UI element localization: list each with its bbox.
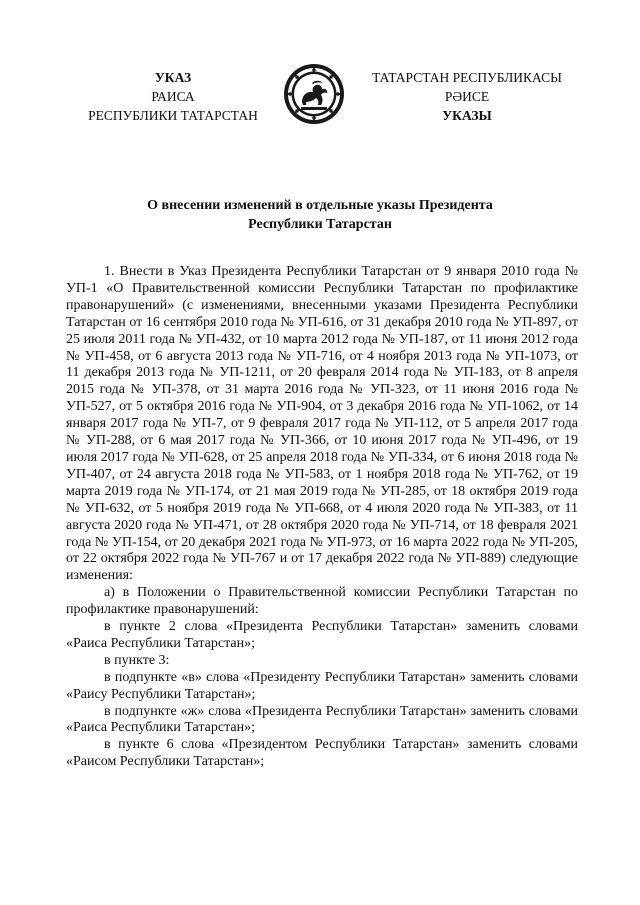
decree-author: РАИСА (151, 89, 195, 104)
decree-republic: РЕСПУБЛИКИ ТАТАРСТАН (88, 108, 258, 123)
decree-label-tatar: УКАЗЫ (442, 108, 492, 123)
paragraph-5: в подпункте «в» слова «Президенту Республики Татарстан» заменить словами «Раису Республики Татарстан»; (66, 669, 578, 702)
decree-label: УКАЗ (154, 70, 192, 85)
republic-tatar: ТАТАРСТАН РЕСПУБЛИКАСЫ (372, 70, 562, 85)
document-body (66, 264, 578, 771)
document-title (60, 196, 580, 234)
title-line-2: Республики Татарстан (248, 217, 392, 232)
header-right-block (352, 68, 582, 125)
paragraph-3: в пункте 2 слова «Президента Республики Татарстан» заменить словами «Раиса Республики Татарстан»; (66, 619, 578, 651)
paragraph-4: в пункте 3: (104, 652, 170, 668)
title-line-1: О внесении изменений в отдельные указы Президента (147, 198, 493, 213)
paragraph-7: в пункте 6 слова «Президентом Республики Татарстан» заменить словами «Раисом Республики Татарстан»; (66, 737, 578, 770)
paragraph-2: а) в Положении о Правительственной комиссии Республики Татарстан по профилактике правонарушений: (66, 585, 578, 618)
rais-tatar: РӘИСЕ (444, 89, 490, 104)
coat-of-arms-emblem (282, 62, 346, 126)
paragraph-6: в подпункте «ж» слова «Президента Республики Татарстан» заменить словами «Раиса Республики Татарстан»; (66, 703, 578, 736)
paragraph-1: 1. Внести в Указ Президента Республики Татарстан от 9 января 2010 года № УП-1 «О Правительственной комиссии Республики Татарстан по профилактике правонарушений» (с изменениями, внесенными указами Президента Республики Татарстан от 16 сентября 2010 года № УП-616, от 31 декабря 2010 года № УП-897, от 25 июля 2011 года № УП-432, от 10 марта 2012 года № УП-187, от 11 июня 2012 года № УП-458, от 6 августа 2013 года № УП-716, от 4 ноября 2013 года № УП-1073, от 11 декабря 2013 года № УП-1211, от 20 февраля 2014 года № УП-183, от 8 апреля 2015 года № УП-378, от 31 марта 2016 года № УП-323, от 11 июня 2016 года № УП-527, от 5 октября 2016 года № УП-904, от 3 декабря 2016 года № УП-1062, от 14 января 2017 года № УП-7, от 9 февраля 2017 года № УП-112, от 5 апреля 2017 года № УП-288, от 6 мая 2017 года № УП-366, от 10 июня 2017 года № УП-496, от 19 июля 2017 года № УП-628, от 25 апреля 2018 года № УП-334, от 6 июня 2018 года № УП-407, от 24 августа 2018 года № УП-583, от 1 ноября 2018 года № УП-762, от 19 марта 2019 года № УП-174, от 21 мая 2019 года № УП-285, от 18 октября 2019 года № УП-632, от 5 ноября 2019 года № УП-668, от 4 июля 2020 года № УП-383, от 11 августа 2020 года № УП-471, от 28 октября 2020 года № УП-714, от 18 февраля 2021 года № УП-154, от 20 декабря 2021 года № УП-973, от 16 марта 2022 года № УП-205, от 22 октября 2022 года № УП-767 и от 17 декабря 2022 года № УП-889) следующие изменения: (66, 264, 578, 584)
header-left-block (58, 68, 288, 125)
